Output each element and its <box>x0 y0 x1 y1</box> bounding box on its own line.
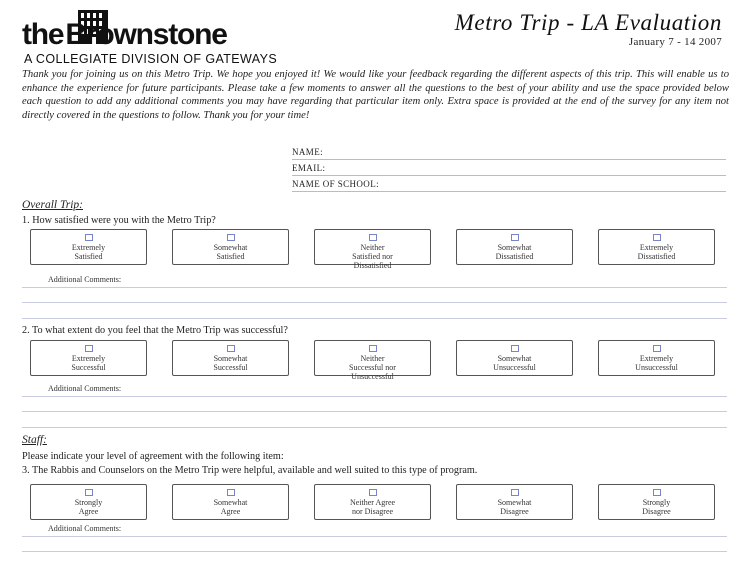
logo-suffix: rownstone <box>85 18 227 51</box>
option-label: Strongly Agree <box>74 498 103 516</box>
q2-option-1[interactable] <box>30 340 147 376</box>
q2-option-3[interactable] <box>314 340 431 381</box>
email-field[interactable] <box>292 160 726 176</box>
checkbox[interactable] <box>653 345 661 352</box>
q3-option-3[interactable] <box>314 484 431 520</box>
question-2-options <box>30 340 720 381</box>
checkbox[interactable] <box>369 345 377 352</box>
option-label: Extremely Unsuccessful <box>635 354 678 372</box>
logo-wordmark <box>22 18 227 52</box>
option-label: Extremely Dissatisfied <box>637 243 676 261</box>
logo-prefix: the <box>22 18 64 51</box>
q1-option-5[interactable] <box>598 229 715 265</box>
q3-comment-line-2[interactable] <box>22 551 727 552</box>
checkbox[interactable] <box>369 489 377 496</box>
q2-comment-line-1[interactable] <box>22 396 727 397</box>
option-label: Neither Satisfied nor Dissatisfied <box>352 243 393 270</box>
document-date: January 7 - 14 2007 <box>628 36 722 48</box>
q1-comment-line-2[interactable] <box>22 302 727 303</box>
option-label: Extremely Successful <box>71 354 106 372</box>
option-label: Somewhat Agree <box>213 498 248 516</box>
q2-comment-line-3[interactable] <box>22 427 727 428</box>
q2-option-5[interactable] <box>598 340 715 376</box>
checkbox[interactable] <box>227 234 235 241</box>
name-field[interactable] <box>292 144 726 160</box>
q3-option-4[interactable] <box>456 484 573 520</box>
checkbox[interactable] <box>511 489 519 496</box>
q3-comment-line-1[interactable] <box>22 536 727 537</box>
checkbox[interactable] <box>653 234 661 241</box>
question-2: 2. To what extent do you feel that the Metro Trip was successful? <box>22 325 288 336</box>
checkbox[interactable] <box>511 345 519 352</box>
checkbox[interactable] <box>511 234 519 241</box>
school-field-label: NAME OF SCHOOL: <box>292 179 380 189</box>
option-label: Strongly Disagree <box>642 498 671 516</box>
checkbox[interactable] <box>653 489 661 496</box>
logo-letter-b: B <box>65 18 86 51</box>
option-label: Somewhat Disagree <box>497 498 532 516</box>
option-label: Somewhat Successful <box>213 354 248 372</box>
q3-option-1[interactable] <box>30 484 147 520</box>
section-staff: Staff: <box>22 434 47 446</box>
q1-option-2[interactable] <box>172 229 289 265</box>
question-1-options <box>30 229 720 270</box>
option-label: Somewhat Dissatisfied <box>495 243 534 261</box>
option-label: Extremely Satisfied <box>71 243 106 261</box>
q2-option-2[interactable] <box>172 340 289 376</box>
brownstone-logo <box>22 8 322 66</box>
q2-additional-comments-label: Additional Comments: <box>48 384 122 393</box>
school-field[interactable] <box>292 176 726 192</box>
q1-comment-line-1[interactable] <box>22 287 727 288</box>
option-label: Neither Agree nor Disagree <box>349 498 396 516</box>
q2-comment-line-2[interactable] <box>22 411 727 412</box>
logo-tagline: A COLLEGIATE DIVISION OF GATEWAYS <box>24 52 278 66</box>
q1-option-4[interactable] <box>456 229 573 265</box>
option-label: Neither Successful nor Unsuccessful <box>349 354 396 381</box>
q1-option-3[interactable] <box>314 229 431 270</box>
checkbox[interactable] <box>227 345 235 352</box>
document-title: Metro Trip - LA Evaluation <box>454 10 722 35</box>
checkbox[interactable] <box>85 234 93 241</box>
question-3-options <box>30 484 720 520</box>
q3-additional-comments-label: Additional Comments: <box>48 524 122 533</box>
option-label: Somewhat Unsuccessful <box>493 354 536 372</box>
option-label: Somewhat Satisfied <box>213 243 248 261</box>
question-3: 3. The Rabbis and Counselors on the Metro Trip were helpful, available and well suited to this type of program. <box>22 465 478 476</box>
checkbox[interactable] <box>85 345 93 352</box>
checkbox[interactable] <box>227 489 235 496</box>
email-field-label: EMAIL: <box>292 163 326 173</box>
q3-option-2[interactable] <box>172 484 289 520</box>
section-overall-trip: Overall Trip: <box>22 199 84 211</box>
checkbox[interactable] <box>369 234 377 241</box>
q1-additional-comments-label: Additional Comments: <box>48 275 122 284</box>
q2-option-4[interactable] <box>456 340 573 376</box>
name-field-label: NAME: <box>292 147 323 157</box>
staff-instruction: Please indicate your level of agreement with the following item: <box>22 451 284 462</box>
intro-paragraph: Thank you for joining us on this Metro Trip. We hope you enjoyed it! We would like your feedback regarding the different aspects of this trip. This will enable us to enhance the experience for future participants. Please take a few moments to answer all the questions to the best of your ability and use the space provided below each question to add any additional comments you may have regarding that particular item only. Extra space is provided at the end of the survey for any item not directly covered in the questions to follow. Thank you for your time! <box>22 69 729 121</box>
q1-option-1[interactable] <box>30 229 147 265</box>
question-1: 1. How satisfied were you with the Metro Trip? <box>22 215 216 226</box>
q1-comment-line-3[interactable] <box>22 318 727 319</box>
checkbox[interactable] <box>85 489 93 496</box>
q3-option-5[interactable] <box>598 484 715 520</box>
